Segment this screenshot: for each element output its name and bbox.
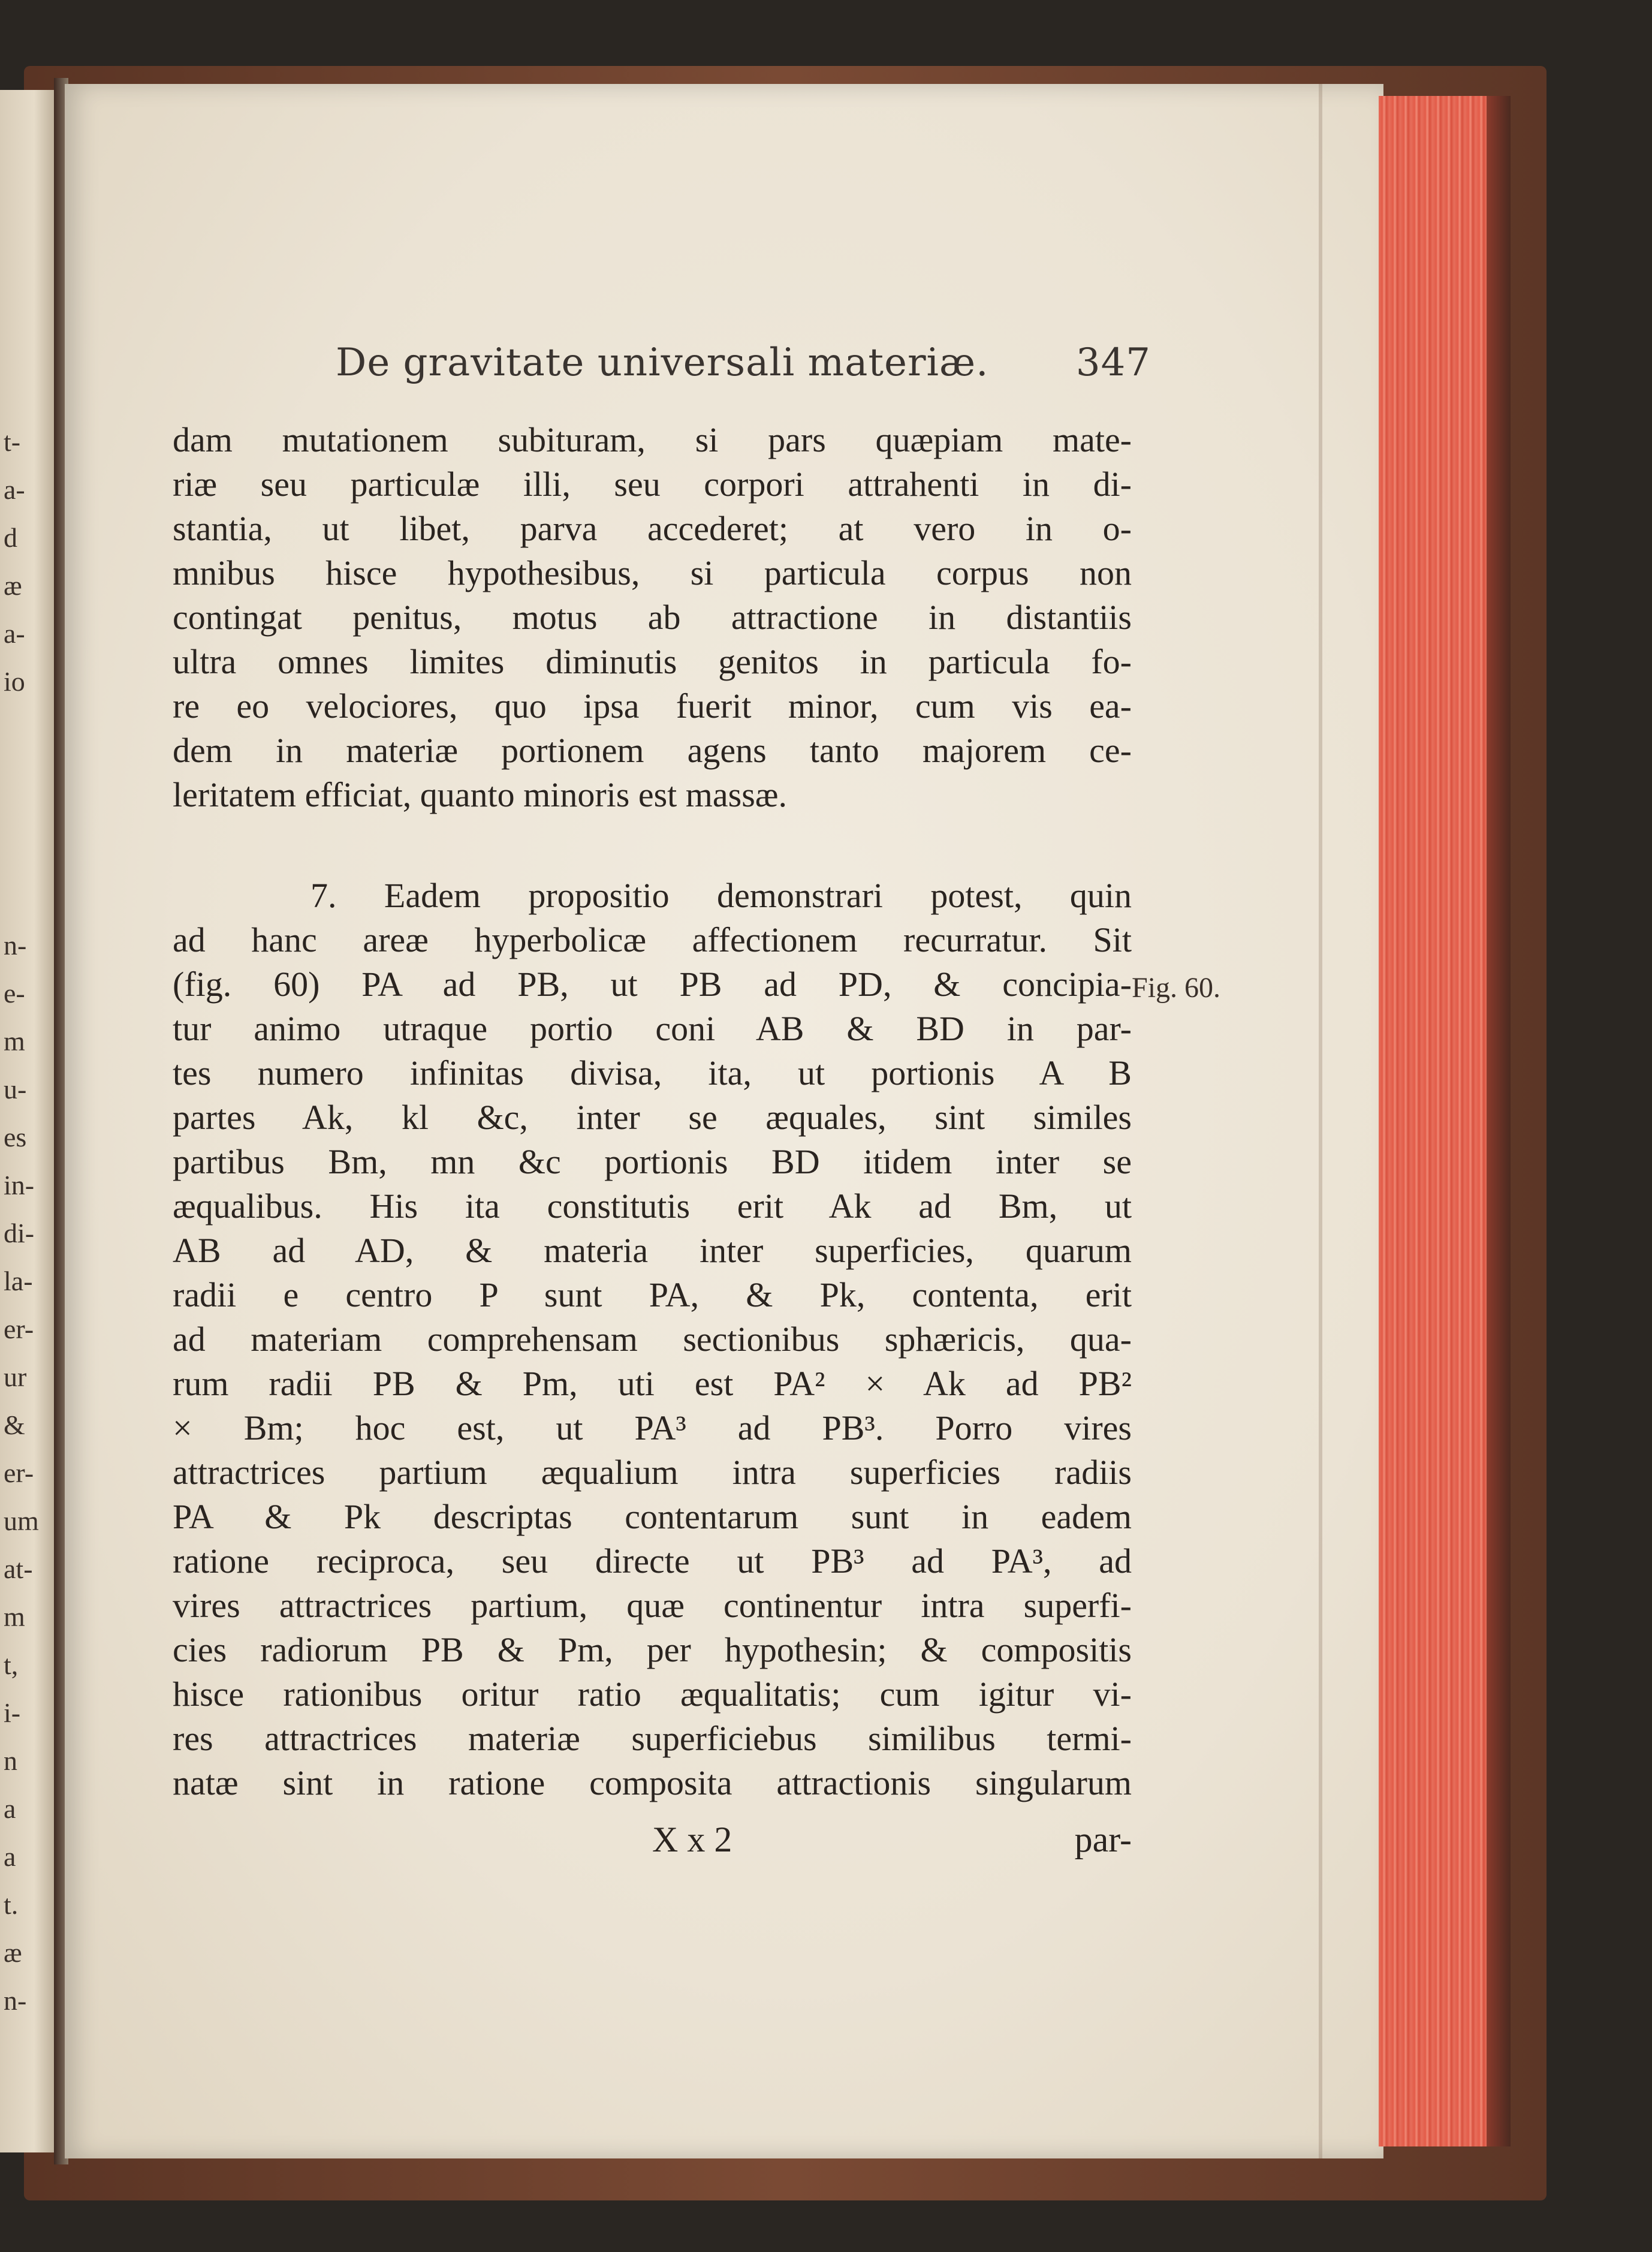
text-line: natæ sint in ratione composita attractionis singularum xyxy=(173,1763,1132,1802)
text-line: tes numero infinitas divisa, ita, ut portionis A B xyxy=(173,1053,1132,1092)
page-fold-line xyxy=(1319,84,1322,2158)
page-number: 347 xyxy=(1075,341,1151,385)
text-line: cies radiorum PB & Pm, per hypothesin; & compositis xyxy=(173,1630,1132,1669)
prev-page-fragment: m xyxy=(4,1026,25,1056)
text-line: PA & Pk descriptas contentarum sunt in eadem xyxy=(173,1497,1132,1536)
text-line: × Bm; hoc est, ut PA³ ad PB³. Porro vires xyxy=(173,1408,1132,1447)
prev-page-fragment: n- xyxy=(4,930,27,961)
prev-page-fragment: a xyxy=(4,1793,16,1824)
text-line: rum radii PB & Pm, uti est PA² × Ak ad PB² xyxy=(173,1364,1132,1403)
prev-page-fragment: a- xyxy=(4,618,25,649)
text-line: attractrices partium æqualium intra superficies radiis xyxy=(173,1453,1132,1492)
prev-page-fragment: i- xyxy=(4,1697,21,1728)
prev-page-fragment: n- xyxy=(4,1985,27,2016)
text-line: contingat penitus, motus ab attractione in distantiis xyxy=(173,598,1132,637)
prev-page-fragment: es xyxy=(4,1122,27,1152)
text-line: ratione reciproca, seu directe ut PB³ ad PA³, ad xyxy=(173,1542,1132,1580)
text-line: ultra omnes limites diminutis genitos in particula fo- xyxy=(173,642,1132,681)
prev-page-fragment: la- xyxy=(4,1266,33,1296)
text-line: æqualibus. His ita constitutis erit Ak ad Bm, ut xyxy=(173,1187,1132,1226)
prev-page-fragment: t. xyxy=(4,1889,19,1920)
text-line: partes Ak, kl &c, inter se æquales, sint similes xyxy=(173,1098,1132,1137)
prev-page-fragment: u- xyxy=(4,1074,27,1104)
prev-page-fragment: io xyxy=(4,666,25,697)
text-line: 7. Eadem propositio demonstrari potest, quin xyxy=(310,876,1132,915)
prev-page-fragment: m xyxy=(4,1601,25,1632)
prev-page-fragment: æ xyxy=(4,1937,22,1968)
text-line: ad hanc areæ hyperbolicæ affectionem recurratur. Sit xyxy=(173,920,1132,959)
text-line: AB ad AD, & materia inter superficies, quarum xyxy=(173,1231,1132,1270)
prev-page-fragment: e- xyxy=(4,978,25,1008)
text-line: re eo velociores, quo ipsa fuerit minor, cum vis ea- xyxy=(173,687,1132,725)
text-line: stantia, ut libet, parva accederet; at vero in o- xyxy=(173,509,1132,548)
text-line: (fig. 60) PA ad PB, ut PB ad PD, & concipia- xyxy=(173,965,1132,1004)
prev-page-fragment: at- xyxy=(4,1553,33,1584)
prev-page-fragment: in- xyxy=(4,1170,35,1200)
text-line: mnibus hisce hypothesibus, si particula corpus non xyxy=(173,553,1132,592)
prev-page-fragment: æ xyxy=(4,570,22,601)
red-page-edges xyxy=(1379,96,1490,2146)
text-line: riæ seu particulæ illi, seu corpori attrahenti in di- xyxy=(173,465,1132,504)
prev-page-fragment: um xyxy=(4,1506,39,1536)
text-line: ad materiam comprehensam sectionibus sphæricis, qua- xyxy=(173,1320,1132,1359)
prev-page-fragment: n xyxy=(4,1745,17,1776)
prev-page-fragment: t, xyxy=(4,1649,19,1680)
prev-page-fragment: er- xyxy=(4,1458,34,1488)
cover-edge xyxy=(1487,96,1511,2146)
text-line: vires attractrices partium, quæ continentur intra superfi- xyxy=(173,1586,1132,1625)
prev-page-fragment: a xyxy=(4,1841,16,1872)
figure-reference-note: Fig. 60. xyxy=(1132,972,1221,1004)
prev-page-fragment: t- xyxy=(4,426,21,457)
text-line: tur animo utraque portio coni AB & BD in par- xyxy=(173,1009,1132,1048)
text-line: res attractrices materiæ superficiebus similibus termi- xyxy=(173,1719,1132,1758)
text-line: partibus Bm, mn &c portionis BD itidem inter se xyxy=(173,1142,1132,1181)
previous-page-edge xyxy=(0,90,57,2152)
prev-page-fragment: ur xyxy=(4,1362,27,1392)
prev-page-fragment: d xyxy=(4,522,17,553)
prev-page-fragment: & xyxy=(4,1410,25,1440)
text-line: leritatem efficiat, quanto minoris est massæ. xyxy=(173,775,787,814)
signature-mark: X x 2 xyxy=(652,1820,732,1859)
prev-page-fragment: di- xyxy=(4,1218,35,1248)
text-line: dam mutationem subituram, si pars quæpiam mate- xyxy=(173,420,1132,459)
prev-page-fragment: er- xyxy=(4,1314,34,1344)
running-head-title: De gravitate universali materiæ. xyxy=(336,341,989,385)
signature-line xyxy=(173,1819,1132,1868)
text-line: dem in materiæ portionem agens tanto majorem ce- xyxy=(173,731,1132,770)
running-head xyxy=(336,341,1151,395)
text-line: hisce rationibus oritur ratio æqualitatis; cum igitur vi- xyxy=(173,1675,1132,1714)
catchword: par- xyxy=(1074,1820,1132,1859)
prev-page-fragment: a- xyxy=(4,474,25,505)
text-line: radii e centro P sunt PA, & Pk, contenta, erit xyxy=(173,1275,1132,1314)
